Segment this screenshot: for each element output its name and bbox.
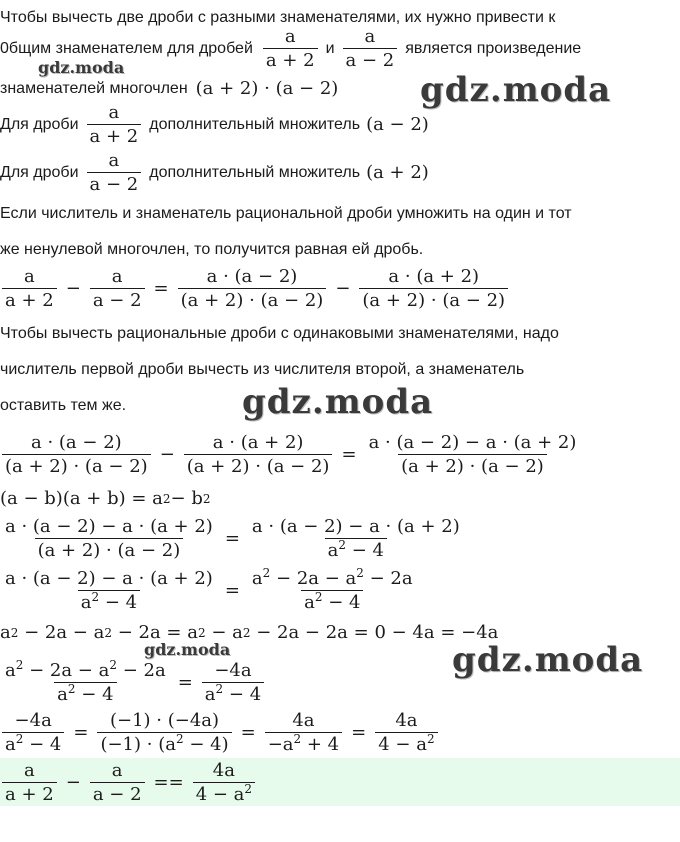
equation-4 [0,568,418,613]
minus-sign: − [159,444,175,465]
equation-3 [0,516,465,561]
fraction: $\frac{a \cdot (a - 2) - a \cdot (a + 2)}{a^2 - 4}$ [5,568,213,613]
fraction: $\frac{(-1) \cdot (-4a)}{(-1) \cdot (a^2 - 4)}$ [97,710,231,755]
fraction-a-over-a-minus-2: $\frac{a}{a - 2}$ [343,26,398,71]
equals-sign: = [351,722,367,743]
fraction: $\frac{a}{a + 2}$ [2,760,57,805]
fraction: $\frac{a \cdot (a - 2) - a \cdot (a + 2)}{(a + 2) \cdot (a - 2)}$ [368,432,577,477]
fraction: $\frac{a \cdot (a + 2)}{(a + 2) \cdot (a - 2)}$ [359,266,508,311]
fraction: $\frac{a \cdot (a - 2)}{(a + 2) \cdot (a - 2)}$ [178,266,327,311]
text-common-denominator: 0бщим знаменателем для дробей [0,39,253,57]
paragraph-9: числитель первой дроби вычесть из числителя второй, а знаменатель [0,361,525,378]
minus-sign: − [65,278,81,299]
text-is-product: является произведение [405,39,582,57]
watermark: gdz.moda [420,70,612,110]
fraction: $\frac{a}{a + 2}$ [2,266,57,311]
text-for-fraction: Для дроби [0,163,79,181]
equals-sign: = [224,528,240,549]
minus-sign: − [335,278,351,299]
fraction: $\frac{a \cdot (a - 2)}{(a + 2) \cdot (a - 2)}$ [2,432,151,477]
fraction: $\frac{a^2 - 2a - a^2 - 2a}{a^2 - 4}$ [5,658,166,705]
equals-sign: = [224,580,240,601]
equals-sign: = [240,722,256,743]
text-additional-multiplier: дополнительный множитель [149,115,361,133]
equation-1 [0,266,510,311]
expr-dsq-left: (a − b)(a + b) = a [0,488,163,509]
fraction-a-over-a-minus-2: $\frac{a}{a - 2}$ [87,150,142,195]
difference-of-squares: (a − b)(a + b) = a 2 − b 2 [0,488,211,509]
paragraph-6: Если числитель и знаменатель рациональной дроби умножить на один и тот [0,205,572,222]
equals-sign: = [153,278,169,299]
equals-sign: = [341,444,357,465]
line-3 [0,78,338,99]
watermark: gdz.moda [242,382,434,422]
fraction-a-over-a-plus-2: $\frac{a}{a + 2}$ [87,102,142,147]
equation-2 [0,432,581,477]
final-answer [0,760,257,805]
fraction: $\frac{a \cdot (a - 2) - a \cdot (a + 2)}{(a + 2) \cdot (a - 2)}$ [5,516,213,561]
fraction: $\frac{a}{a - 2}$ [90,760,145,805]
text-denominators-polynomial: знаменателей многочлен [0,79,188,97]
fraction: $\frac{a \cdot (a - 2) - a \cdot (a + 2)}{a^2 - 4}$ [251,516,460,561]
paragraph-10: оставить тем же. [0,397,127,414]
expr-dsq-right: − b [170,488,203,509]
watermark: gdz.moda [144,640,231,659]
watermark: gdz.moda [38,58,125,77]
minus-sign: − [65,772,81,793]
text-for-fraction: Для дроби [0,115,79,133]
expr-multiplier-2: (a + 2) [366,162,429,183]
paragraph-8: Чтобы вычесть рациональные дроби с одинаковыми знаменателями, надо [0,325,559,342]
paragraph-7: же ненулевой многочлен, то получится равная ей дробь. [0,241,424,258]
expr-product: (a + 2) · (a − 2) [195,78,339,99]
fraction: $\frac{4a}{4 - a^2}$ [193,760,255,805]
fraction: $\frac{4a}{-a^2 + 4}$ [265,710,342,755]
line-5 [0,150,429,195]
equation-5 [0,660,266,705]
expr-multiplier-1: (a − 2) [366,114,429,135]
simplification-line: a 2 − 2a − a 2 − 2a = a 2 − a 2 − 2a − 2a = 0 − 4a = −4a [0,622,499,643]
equals-sign: = [177,672,193,693]
watermark: gdz.moda [452,640,644,680]
equals-sign: == [153,772,184,793]
fraction: $\frac{-4a}{a^2 - 4}$ [202,660,264,705]
text-additional-multiplier: дополнительный множитель [149,163,361,181]
fraction: $\frac{a}{a - 2}$ [90,266,145,311]
paragraph-1: Чтобы вычесть две дроби с разными знаменателями, их нужно привести к [0,9,556,26]
fraction-a-over-a-plus-2: $\frac{a}{a + 2}$ [263,26,318,71]
text-and: и [325,39,335,57]
line-2 [0,26,581,71]
line-4 [0,102,429,147]
fraction: $\frac{4a}{4 - a^2}$ [375,710,437,755]
equation-6 [0,710,440,755]
fraction: $\frac{-4a}{a^2 - 4}$ [2,710,64,755]
equals-sign: = [73,722,89,743]
fraction: $\frac{a \cdot (a + 2)}{(a + 2) \cdot (a - 2)}$ [184,432,333,477]
fraction: $\frac{a^2 - 2a - a^2 - 2a}{a^2 - 4}$ [251,566,413,613]
